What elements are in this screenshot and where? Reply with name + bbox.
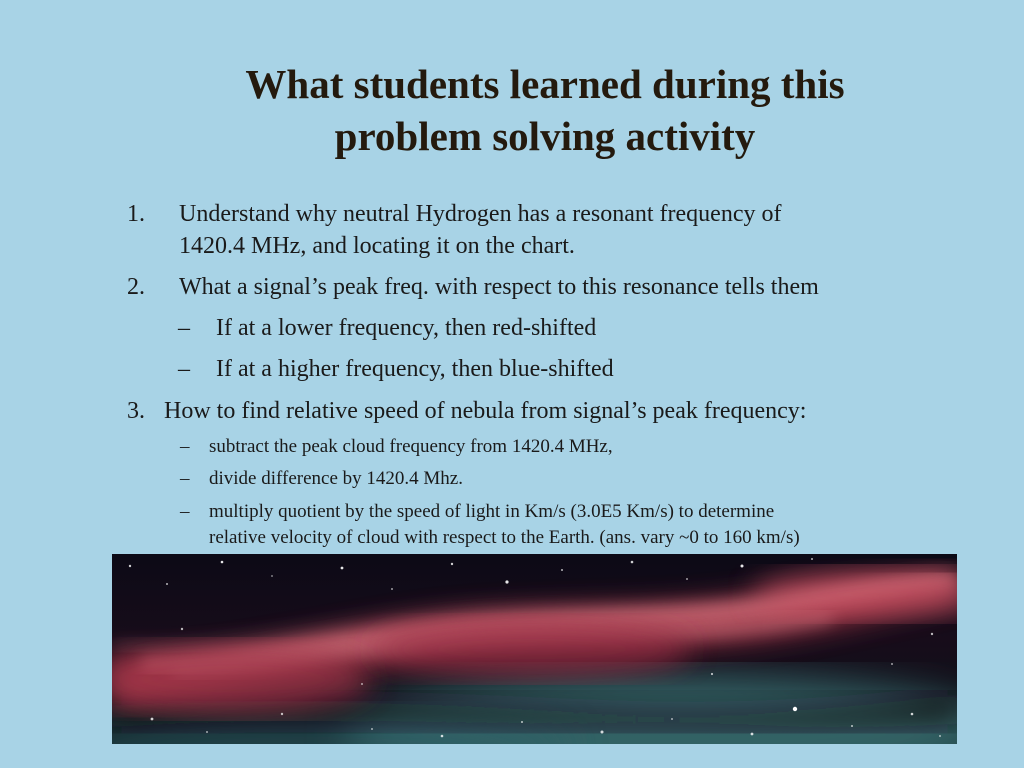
- item-3-sub-1-text: subtract the peak cloud frequency from 1420.4 MHz,: [209, 436, 613, 457]
- item-1-number: 1.: [127, 201, 145, 227]
- item-1-text-line-1: Understand why neutral Hydrogen has a resonant frequency of: [179, 201, 782, 227]
- item-2-sub-1-text: If at a lower frequency, then red-shifted: [216, 315, 597, 341]
- item-2-sub-1-dash: –: [178, 315, 190, 341]
- item-3-number: 3.: [127, 398, 145, 424]
- item-3-sub-2-text: divide difference by 1420.4 Mhz.: [209, 468, 463, 489]
- item-2-sub-2-dash: –: [178, 356, 190, 382]
- nebula-image: [112, 554, 957, 744]
- slide-title: [130, 58, 960, 162]
- item-1-text-line-2: 1420.4 MHz, and locating it on the chart.: [179, 233, 575, 259]
- item-2-sub-2-text: If at a higher frequency, then blue-shifted: [216, 356, 614, 382]
- item-3-sub-3-text-line-1: multiply quotient by the speed of light in Km/s (3.0E5 Km/s) to determine: [209, 501, 775, 522]
- item-3-sub-3-text-line-2: relative velocity of cloud with respect to the Earth. (ans. vary ~0 to 160 km/s): [209, 527, 800, 548]
- title-line-1: What students learned during this: [245, 61, 845, 107]
- item-2-text: What a signal’s peak freq. with respect to this resonance tells them: [179, 274, 819, 300]
- title-line-2: problem solving activity: [334, 113, 756, 159]
- item-2-number: 2.: [127, 274, 145, 300]
- item-3-text: How to find relative speed of nebula from signal’s peak frequency:: [164, 398, 807, 424]
- item-3-sub-3-dash: –: [180, 501, 190, 522]
- item-3-sub-1-dash: –: [180, 436, 190, 457]
- item-3-sub-2-dash: –: [180, 468, 190, 489]
